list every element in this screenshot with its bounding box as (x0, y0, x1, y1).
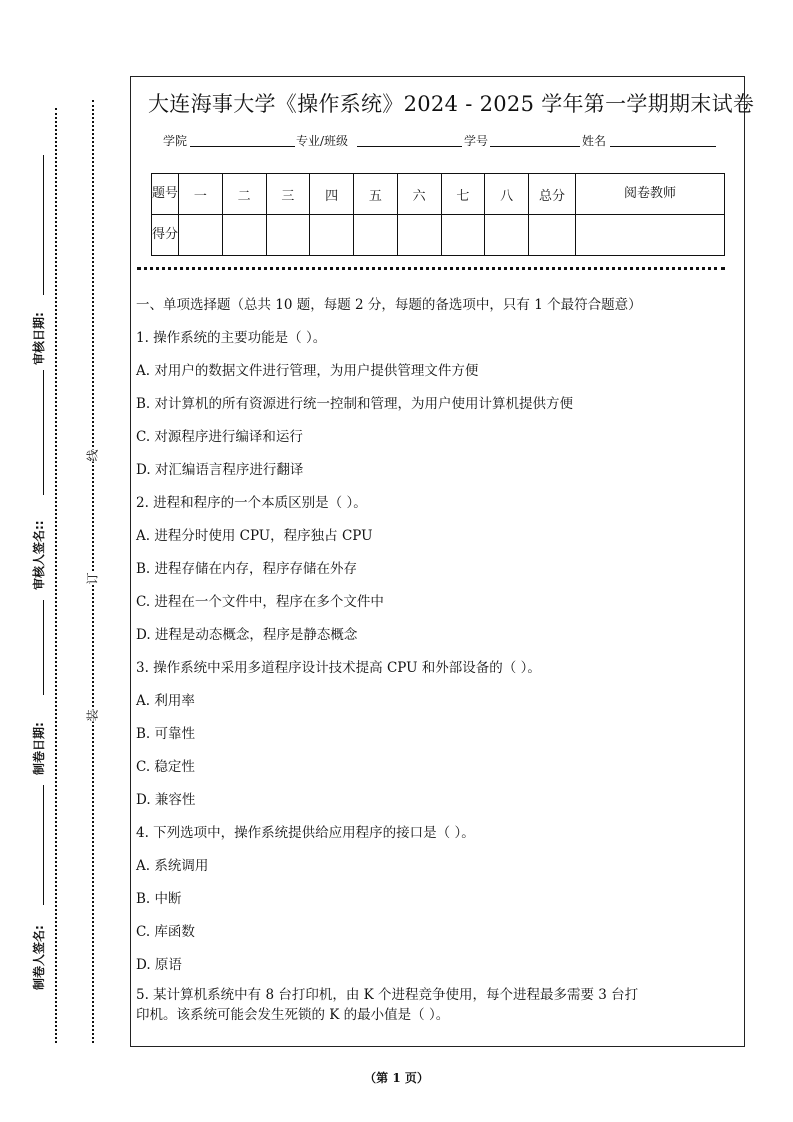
bind-mark-install: 装 (85, 709, 100, 722)
score-cell[interactable] (485, 215, 529, 256)
question-line: 1. 操作系统的主要功能是（ ）。 (136, 330, 327, 346)
major-field[interactable] (357, 146, 462, 147)
column-header: 总分 (529, 174, 576, 215)
question-line: D. 对汇编语言程序进行翻译 (136, 462, 304, 478)
bind-mark-line: 线 (85, 449, 100, 462)
name-field[interactable] (610, 146, 716, 147)
score-table-score-row (152, 215, 725, 256)
score-cell[interactable] (266, 215, 310, 256)
question-line: B. 对计算机的所有资源进行统一控制和管理，为用户使用计算机提供方便 (136, 396, 574, 412)
question-line: B. 中断 (136, 891, 182, 907)
score-cell[interactable] (529, 215, 576, 256)
score-cell[interactable] (179, 215, 223, 256)
review-date-label: 审核日期: (32, 312, 46, 365)
column-header: 三 (266, 174, 310, 215)
question-line: A. 对用户的数据文件进行管理，为用户提供管理文件方便 (136, 363, 479, 379)
question-line: C. 库函数 (136, 924, 195, 940)
score-cell[interactable] (354, 215, 398, 256)
score-table (151, 173, 725, 256)
question-line: B. 进程存储在内存，程序存储在外存 (136, 561, 358, 577)
score-cell[interactable] (441, 215, 485, 256)
make-date-label: 制卷日期: (32, 722, 46, 775)
section-divider (137, 267, 725, 270)
question-line: 2. 进程和程序的一个本质区别是（ ）。 (136, 495, 367, 511)
college-label: 学院 (163, 134, 188, 148)
column-header: 二 (222, 174, 266, 215)
question-number-label: 题号 (152, 174, 179, 215)
maker-sign-label: 制卷人签名: (32, 925, 46, 990)
major-label: 专业/班级 (296, 134, 349, 148)
reviewer-sign-line (43, 370, 44, 495)
column-header: 七 (441, 174, 485, 215)
score-cell[interactable] (222, 215, 266, 256)
seal-dotted-line-outer (55, 108, 57, 1043)
section-heading: 一、单项选择题（总共 10 题，每题 2 分，每题的备选项中，只有 1 个最符合题意） (136, 297, 642, 313)
question-line: D. 进程是动态概念，程序是静态概念 (136, 627, 358, 643)
score-cell[interactable] (397, 215, 441, 256)
question-line: 4. 下列选项中，操作系统提供给应用程序的接口是（ ）。 (136, 825, 475, 841)
question-line: 5. 某计算机系统中有 8 台打印机，由 K 个进程竞争使用，每个进程最多需要 3 台打 (136, 987, 639, 1003)
review-date-line (43, 155, 44, 295)
question-line: C. 进程在一个文件中，程序在多个文件中 (136, 594, 384, 610)
question-line: D. 兼容性 (136, 792, 196, 808)
column-header: 六 (397, 174, 441, 215)
question-line: 印机。该系统可能会发生死锁的 K 的最小值是（ ）。 (136, 1007, 450, 1023)
score-cell[interactable] (576, 215, 725, 256)
question-line: C. 对源程序进行编译和运行 (136, 429, 303, 445)
make-date-line (43, 600, 44, 695)
question-line: B. 可靠性 (136, 726, 196, 742)
score-cell[interactable] (310, 215, 354, 256)
column-header: 阅卷教师 (576, 174, 725, 215)
maker-sign-line (43, 785, 44, 905)
page-number: （第 1 页） (364, 1071, 429, 1085)
column-header: 八 (485, 174, 529, 215)
college-field[interactable] (190, 146, 295, 147)
student-id-field[interactable] (490, 146, 580, 147)
column-header: 五 (354, 174, 398, 215)
question-line: A. 利用率 (136, 693, 195, 709)
column-header: 一 (179, 174, 223, 215)
student-id-label: 学号 (464, 134, 489, 148)
score-label: 得分 (152, 215, 179, 256)
name-label: 姓名 (582, 134, 607, 148)
reviewer-sign-label: 审核人签名:: (32, 520, 46, 590)
page-title: 大连海事大学《操作系统》2024 - 2025 学年第一学期期末试卷 (148, 92, 755, 116)
question-line: 3. 操作系统中采用多道程序设计技术提高 CPU 和外部设备的（ ）。 (136, 660, 541, 676)
question-line: D. 原语 (136, 957, 182, 973)
question-line: A. 进程分时使用 CPU，程序独占 CPU (136, 528, 373, 544)
question-line: C. 稳定性 (136, 759, 195, 775)
bind-mark-order: 订 (85, 572, 100, 585)
question-line: A. 系统调用 (136, 858, 209, 874)
score-table-header-row (152, 174, 725, 215)
column-header: 四 (310, 174, 354, 215)
